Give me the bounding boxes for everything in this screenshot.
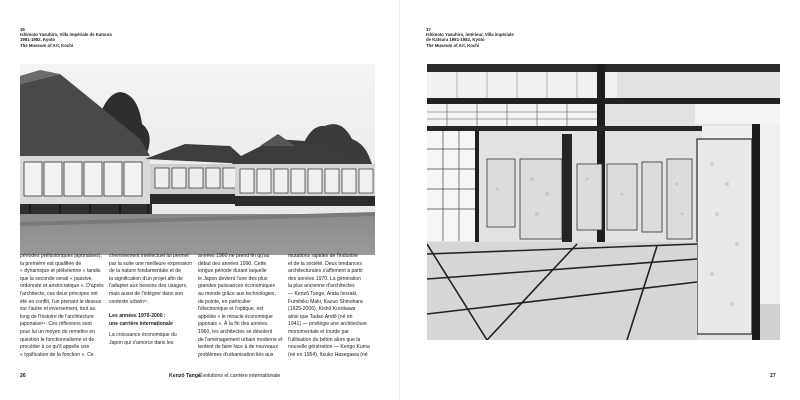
page-number-left: 26: [20, 373, 26, 379]
text-column-2: cheminement intellectuel lui permet par la suite une meilleure expression de la nature fondamentale et de la signification d'un projet afin de l'adapter aux besoins des usagers, mais aussi de l'intégrer dans son contexte urbain¹⁷. Les années 1970-2000 : une carrière internationale La croissance économique du Japon qui s'amorce dans les: [109, 253, 192, 346]
right-page: [400, 0, 800, 400]
katsura-villa-interior-photo: [427, 64, 780, 340]
figure-caption-17: 17 Ishimoto Yasuhiro, intérieur, Villa impériale de Katsura 1981-1982, Kyoto The Museum of Art, Kochi: [426, 27, 514, 48]
section-subheading: Les années 1970-2000 : une carrière internationale: [109, 313, 173, 327]
text-column-1: périodes préhistoriques japonaises), la première est qualifiée de « dynamique et plébéienne » tandis que la seconde serait « passive, ordonnée et aristocratique ». D'après l'architecte, ces deux principes ont été en conflit, l'un prenant le dessus sur l'autre et inversement, tout au long de l'histoire de l'architecture japonaise¹⁶. Ces réflexions sont pour lui un moyen de remettre en question le fonctionnalisme et de procéder à ce qu'il appelle une « typification de la fonction ». Ce: [20, 253, 104, 358]
text-column-3: années 1960 ne prend fin qu'au début des années 1990. Cette longue période durant laquelle le Japon devient l'une des plus grandes puissances économiques au monde grâce aux technologies, de pointe, en particulier l'électronique et l'optique, est appelée « le miracle économique japonais ». À la fin des années 1960, les architectes se désolent de l'aménagement urbain moderne et tentent de faire face à de nouveaux problèmes d'urbanisation liés aux: [198, 253, 283, 358]
text-column-4: mutations rapides de l'industrie et de la société. Deux tendances architecturales s'affirment à partir des années 1970. La génération la plus ancienne d'architectes — Kenzō Tange, Arata Isozaki, Fumihiko Maki, Kazuo Shinohara (1925-2006), Kishō Kurokawa ainsi que Tadao Andō (né en 1941) — privilégie une architecture monumentale et lourde par l'utilisation du béton alors que la nouvelle génération — Kengo Kuma (né en 1954), Itsuko Hasegawa (né: [288, 253, 370, 358]
running-header-title: Évolutions et carrière internationale: [199, 373, 281, 379]
running-header-author: Kenzō Tange: [169, 373, 201, 379]
katsura-villa-exterior-photo: [20, 64, 375, 255]
figure-caption-16: 16 Ishimoto Yasuhiro, Villa impériale de Katsura 1981-1982, Kyoto The Museum of Art, Kochi: [20, 27, 112, 48]
page-number-right: 27: [770, 373, 776, 379]
